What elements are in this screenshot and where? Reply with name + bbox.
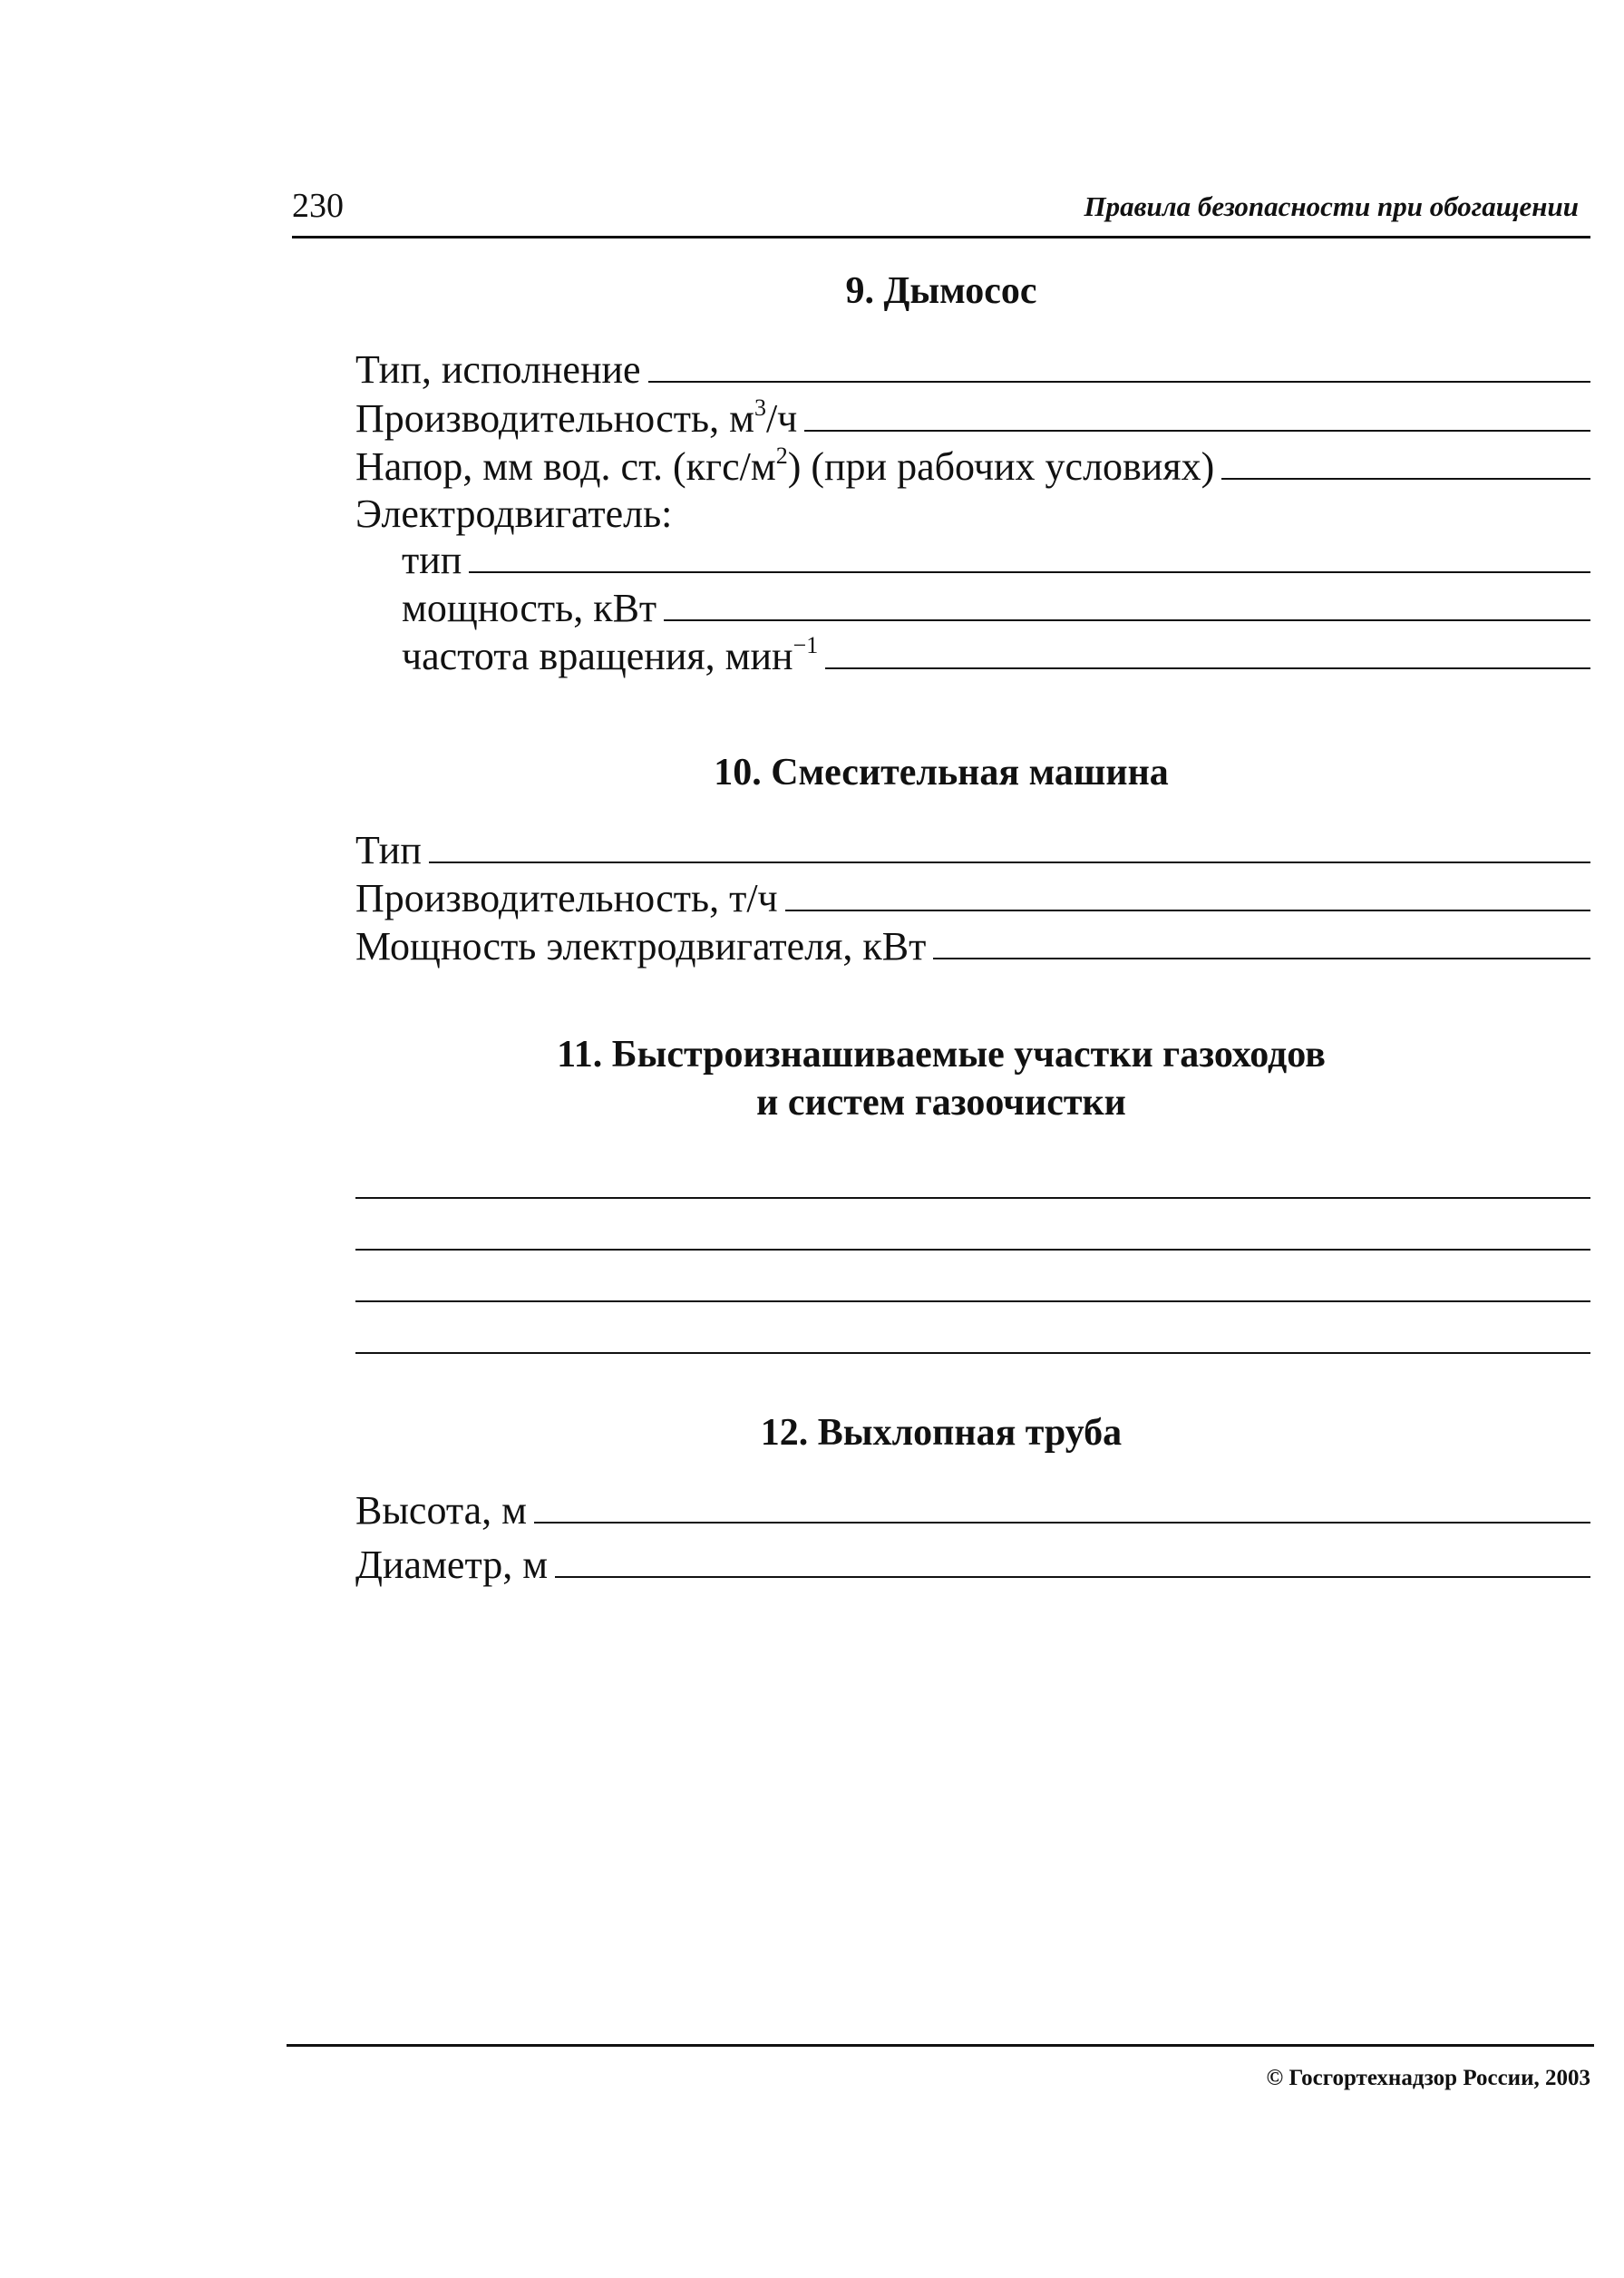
fill-in-line[interactable]: [355, 1300, 1590, 1302]
field-label: мощность, кВт: [402, 586, 657, 630]
footer-rule: [287, 2044, 1594, 2047]
subheading-electric-motor: Электродвигатель:: [355, 492, 673, 536]
fill-in-line[interactable]: [1221, 478, 1590, 480]
field-capacity: [355, 395, 1590, 443]
field-label: Мощность электродвигателя, кВт: [355, 924, 927, 969]
fill-in-line[interactable]: [825, 667, 1590, 669]
fill-in-line[interactable]: [664, 619, 1590, 621]
field-label: Высота, м: [355, 1488, 527, 1533]
field-label: частота вращения, мин$^{-1}$: [402, 632, 819, 678]
section-title-11-line2: и систем газоочистки: [756, 1082, 1126, 1124]
page-number: 230: [292, 187, 344, 225]
running-title: Правила безопасности при обогащении: [1084, 190, 1579, 222]
field-label: Напор, мм вод. ст. $(кгс/м^2)$ (при рабочих условиях): [355, 443, 1215, 489]
field-type-execution: [355, 346, 1590, 394]
fill-in-line[interactable]: [555, 1576, 1590, 1578]
fill-in-line[interactable]: [355, 1249, 1590, 1251]
field-height: [355, 1487, 1590, 1534]
field-label: Производительность, $м^3/ч$: [355, 394, 798, 441]
field-mixer-type: [355, 827, 1590, 874]
field-motor-power: [402, 585, 1590, 632]
field-diameter: [355, 1542, 1590, 1589]
field-label: Производительность, т/ч: [355, 876, 778, 920]
field-mixer-capacity: [355, 875, 1590, 922]
field-label: тип: [402, 538, 462, 582]
fill-in-line[interactable]: [355, 1352, 1590, 1354]
fill-in-line[interactable]: [648, 381, 1590, 383]
field-rotation-speed: [402, 633, 1590, 680]
fill-in-line[interactable]: [429, 862, 1590, 863]
section-title-11-line1: 11. Быстроизнашиваемые участки газоходов: [557, 1034, 1326, 1076]
fill-in-line[interactable]: [933, 958, 1590, 959]
section-title-10: 10. Смесительная машина: [714, 752, 1169, 793]
section-title-12: 12. Выхлопная труба: [760, 1412, 1123, 1454]
fill-in-line[interactable]: [804, 430, 1590, 432]
field-motor-type: [402, 537, 1590, 584]
field-label: Тип, исполнение: [355, 347, 641, 392]
copyright-notice: © Госгортехнадзор России, 2003: [1266, 2066, 1590, 2090]
fill-in-line[interactable]: [534, 1522, 1590, 1524]
field-mixer-motor-power: [355, 923, 1590, 970]
field-label: Тип: [355, 828, 422, 872]
field-label: Диаметр, м: [355, 1543, 549, 1587]
fill-in-line[interactable]: [355, 1197, 1590, 1199]
section-title-9: 9. Дымосос: [845, 270, 1037, 312]
field-head-pressure: [355, 443, 1590, 491]
header-rule: [292, 236, 1590, 239]
fill-in-line[interactable]: [785, 910, 1590, 911]
fill-in-line[interactable]: [469, 571, 1590, 573]
